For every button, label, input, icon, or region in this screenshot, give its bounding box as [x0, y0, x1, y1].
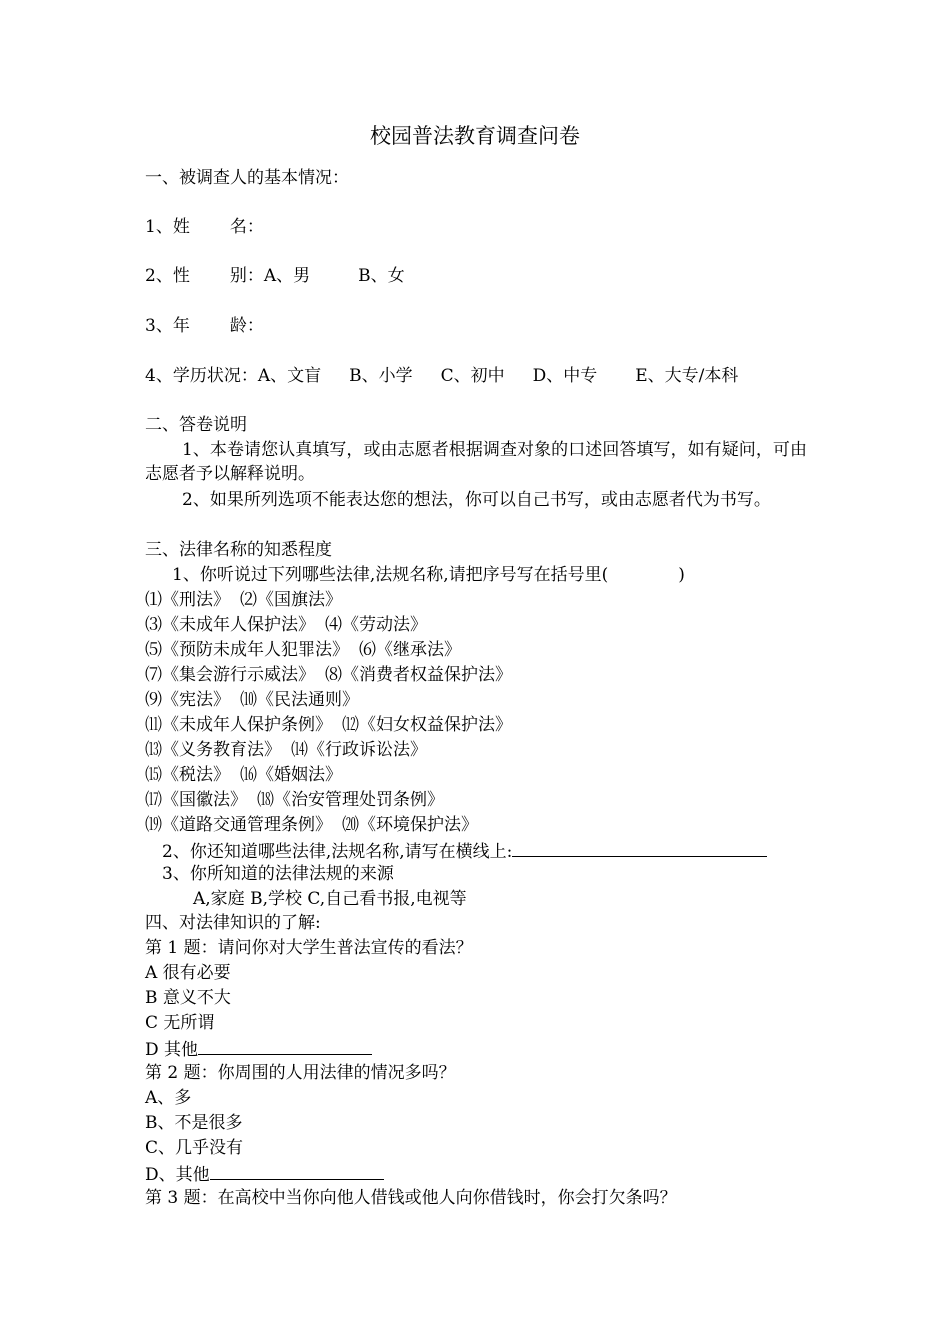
answer-blank-line[interactable]	[210, 1162, 384, 1180]
question-3: 第 3 题：在高校中当你向他人借钱或他人向你借钱时，你会打欠条吗？	[145, 1188, 677, 1208]
question-2-option-b: B、不是很多	[145, 1113, 243, 1133]
answer-blank-line[interactable]	[198, 1037, 372, 1055]
question-1-option-b: B 意义不大	[145, 988, 231, 1008]
name-label-part2: 名：	[229, 217, 264, 237]
answer-blank-line[interactable]	[512, 839, 767, 857]
law-question-3-options: A,家庭 B,学校 C,自己看书报,电视等	[193, 889, 467, 909]
question-2-option-d-label: D、其他	[145, 1165, 210, 1185]
question-1-option-a: A 很有必要	[145, 963, 231, 983]
edu-option-c: C、初中	[440, 366, 505, 386]
education-field-label	[145, 365, 738, 387]
gender-option-b: B、女	[358, 266, 405, 286]
question-1: 第 1 题：请问你对大学生普法宣传的看法？	[145, 938, 473, 958]
law-question-3: 3、你所知道的法律法规的来源	[162, 864, 394, 884]
page-title: 校园普法教育调查问卷	[370, 124, 580, 148]
law-question-1-text: 1、你听说过下列哪些法律,法规名称,请把序号写在括号里(	[172, 565, 609, 585]
question-1-option-d-label: D 其他	[145, 1040, 199, 1060]
section4-heading: 四、对法律知识的了解:	[145, 913, 321, 933]
law-question-1	[172, 564, 685, 586]
law-list-item: ⒄《国徽法》 ⒅《治安管理处罚条例》	[145, 790, 444, 810]
law-list-item: ⑾《未成年人保护条例》 ⑿《妇女权益保护法》	[145, 715, 512, 735]
question-1-option-c: C 无所谓	[145, 1013, 215, 1033]
instructions-paragraph-1: 1、本卷请您认真填写，或由志愿者根据调查对象的口述回答填写，如有疑问，可由志愿者予以解释说明。	[145, 440, 807, 484]
section1-heading: 一、被调查人的基本情况：	[145, 168, 349, 188]
gender-label-part1: 2、性	[145, 266, 190, 286]
question-1-option-d	[145, 1037, 372, 1061]
question-2-option-d	[145, 1162, 384, 1186]
law-list-item: ⒀《义务教育法》 ⒁《行政诉讼法》	[145, 740, 427, 760]
edu-option-a: 4、学历状况：A、文盲	[145, 366, 322, 386]
gender-field-label	[145, 265, 405, 287]
law-question-2-text: 2、你还知道哪些法律,法规名称,请写在横线上:	[162, 842, 513, 862]
gender-option-a: 别：A、男	[229, 266, 311, 286]
law-list-item: ⒂《税法》 ⒃《婚姻法》	[145, 765, 342, 785]
name-field-label	[145, 216, 264, 238]
law-question-1-close: )	[678, 565, 685, 585]
law-list-item: ⑺《集会游行示威法》 ⑻《消费者权益保护法》	[145, 665, 512, 685]
law-list-item: ⑼《宪法》 ⑽《民法通则》	[145, 690, 359, 710]
law-list-item: ⒆《道路交通管理条例》 ⒇《环境保护法》	[145, 815, 478, 835]
question-2-option-c: C、几乎没有	[145, 1138, 244, 1158]
age-label-part2: 龄：	[229, 316, 264, 336]
edu-option-b: B、小学	[349, 366, 413, 386]
section3-heading: 三、法律名称的知悉程度	[145, 540, 332, 560]
age-field-label	[145, 315, 264, 337]
age-label-part1: 3、年	[145, 316, 190, 336]
name-label-part1: 1、姓	[145, 217, 190, 237]
law-list-item: ⑶《未成年人保护法》 ⑷《劳动法》	[145, 615, 427, 635]
law-list-item: ⑴《刑法》 ⑵《国旗法》	[145, 590, 342, 610]
question-2: 第 2 题：你周围的人用法律的情况多吗？	[145, 1063, 456, 1083]
law-list-item: ⑸《预防未成年人犯罪法》 ⑹《继承法》	[145, 640, 461, 660]
question-2-option-a: A、多	[145, 1088, 192, 1108]
edu-option-e: E、大专/本科	[635, 366, 739, 386]
law-question-2	[162, 839, 767, 863]
section2-heading: 二、答卷说明	[145, 415, 247, 435]
edu-option-d: D、中专	[532, 366, 598, 386]
instructions-paragraph-2: 2、如果所列选项不能表达您的想法，你可以自己书写，或由志愿者代为书写。	[182, 490, 771, 510]
